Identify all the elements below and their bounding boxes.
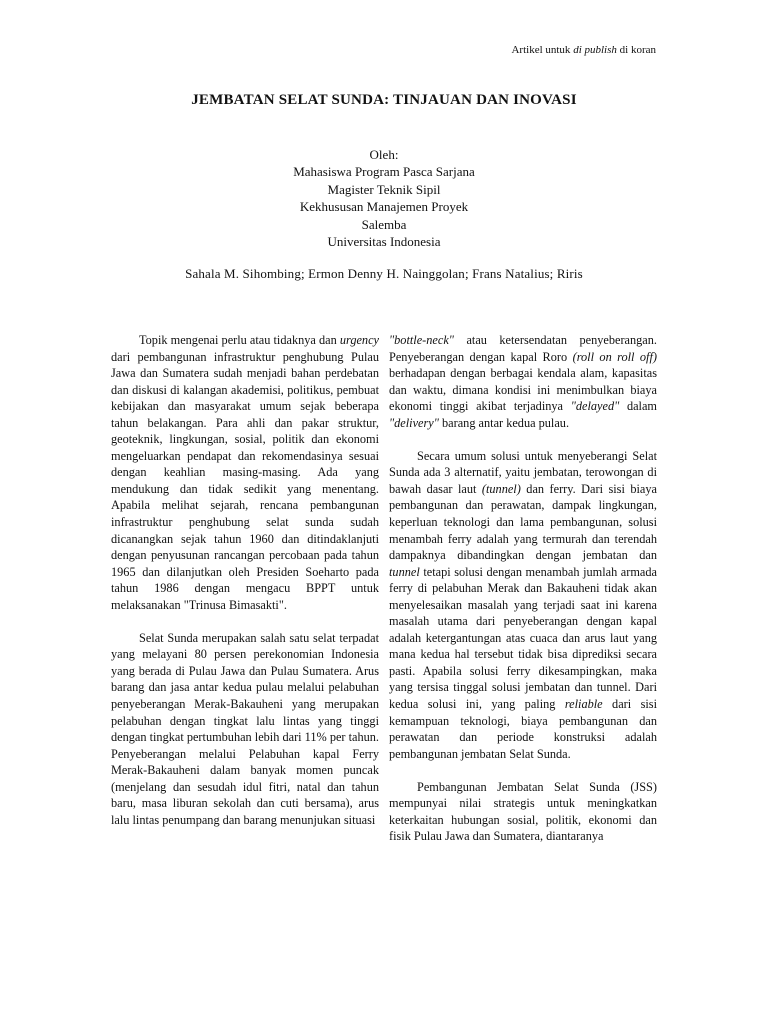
text-run: berhadapan dengan berbagai kendala alam, kapasitas dan waktu, dimana kondisi ini menimbulkan biaya ekonomi tinggi akibat terjadinya (389, 366, 657, 414)
text-run: atau ketersendatan penyeberangan. Penyeberangan dengan kapal Roro (389, 333, 657, 364)
italic-run: (roll on roll off) (572, 349, 657, 364)
left-paragraph-1 (111, 332, 379, 613)
header-note-suffix: di koran (616, 44, 656, 56)
byline-line-campus: Salemba (361, 216, 407, 232)
text-run: tetapi solusi dengan menambah jumlah armada ferry di pelabuhan Merak dan Bakauheni tidak akan menyelesaikan masalah yang terjadi saat ini karena masalah utama dari penyeberangan dengan kapal adalah ketergantungan atas cuaca dan arus laut yang mana kedua hal tersebut tidak bisa diprediksi secara pasti. Apabila solusi ferry dikesampingkan, maka yang tersisa tinggal solusi jembatan dan tunnel. Dari kedua solusi ini, yang paling (389, 564, 657, 711)
text-run: dan ferry. Dari sisi biaya pembangunan dan perawatan, dampak lingkungan, keperluan teknologi dan lama pembangunan, solusi menambah ferry adalah yang termurah dan terendah dampaknya dibandingkan dengan jembatan dan (389, 481, 657, 563)
header-note (511, 44, 656, 56)
italic-run: "delivery" (389, 415, 439, 430)
text-run: dalam (619, 399, 657, 414)
text-run: Secara umum solusi untuk menyeberangi Selat Sunda ada 3 alternatif, yaitu jembatan, terowongan di bawah dasar laut (389, 448, 657, 496)
text-run: Selat Sunda merupakan salah satu selat terpadat yang melayani 80 persen perekonomian Indonesia yang berada di Pulau Jawa dan Pulau Sumatera. Arus barang dan jasa antar kedua pulau melalui pelabuhan penyeberangan Merak-Bakauheni yang merupakan pelabuhan dengan tingkat lalu lintas yang tinggi dengan tingkat pertumbuhan lebih dari 11% per tahun. Penyeberangan melalui Pelabuhan kapal Ferry Merak-Bakauheni dalam banyak momen puncak (menjelang dan sesudah idul fitri, natal dan tahun baru, masa liburan sekolah dan cuti bersama), arus lalu lintas penumpang dan barang menunjukan situasi (111, 630, 379, 827)
byline-line-university: Universitas Indonesia (327, 234, 441, 250)
right-paragraph-1 (389, 332, 657, 431)
left-paragraph-2 (111, 630, 379, 829)
text-run: dari sisi kemampuan teknologi, biaya pembangunan dan perawatan dan periode konstruksi adalah pembangunan jembatan Selat Sunda. (389, 696, 657, 761)
byline-line-kekhususan: Kekhususan Manajemen Proyek (299, 199, 469, 215)
byline (0, 146, 768, 250)
text-run: Topik mengenai perlu atau tidaknya dan (139, 333, 340, 347)
byline-line-oleh: Oleh: (369, 147, 399, 162)
italic-run: reliable (564, 696, 603, 711)
right-column (389, 332, 657, 845)
author-list: Sahala M. Sihombing; Ermon Denny H. Nainggolan; Frans Natalius; Riris (185, 266, 583, 281)
right-paragraph-3 (389, 779, 657, 845)
text-run: dari pembangunan infrastruktur penghubung Pulau Jawa dan Sumatera sudah menjadi bahan perdebatan dan diskusi di kalangan akademisi, politikus, pembuat kebijakan dan masyarakat umum sejak beberapa tahun belakangan. Para ahli dan pakar struktur, geoteknik, lingkungan, sosial, politik dan ekonomi mengeluarkan pendapat dan rekomendasinya sesuai dengan keahlian masing-masing. Ada yang mendukung dan tidak sedikit yang menentang. Apabila melihat sejarah, rencana pembangunan infrastruktur penghubung selat sunda sudah dicanangkan sejak tahun 1960 dan ditindaklanjuti dengan penyusunan rancangan percobaan pada tahun 1965 dan dilanjutkan oleh Presiden Soeharto pada tahun 1986 dengan mengacu BPPT untuk melaksanakan "Trinusa Bimasakti". (111, 349, 379, 612)
byline-line-magister: Magister Teknik Sipil (327, 181, 441, 197)
header-note-italic: di publish (573, 44, 617, 56)
byline-line-program: Mahasiswa Program Pasca Sarjana (293, 164, 475, 180)
text-run: Pembangunan Jembatan Selat Sunda (JSS) mempunyai nilai strategis untuk meningkatkan keterkaitan hubungan sosial, politik, ekonomi dan fisik Pulau Jawa dan Sumatera, diantaranya (389, 779, 657, 844)
header-note-prefix: Artikel untuk (511, 44, 574, 56)
left-column (111, 332, 379, 828)
italic-run: tunnel (389, 564, 420, 579)
italic-run: "delayed" (570, 399, 620, 414)
italic-run: "bottle-neck" (389, 333, 454, 347)
text-run: barang antar kedua pulau. (438, 415, 570, 430)
italic-run: (tunnel) (481, 481, 521, 496)
article-title: JEMBATAN SELAT SUNDA: TINJAUAN DAN INOVASI (191, 92, 577, 108)
right-paragraph-2 (389, 448, 657, 762)
italic-run: urgency (339, 333, 379, 347)
